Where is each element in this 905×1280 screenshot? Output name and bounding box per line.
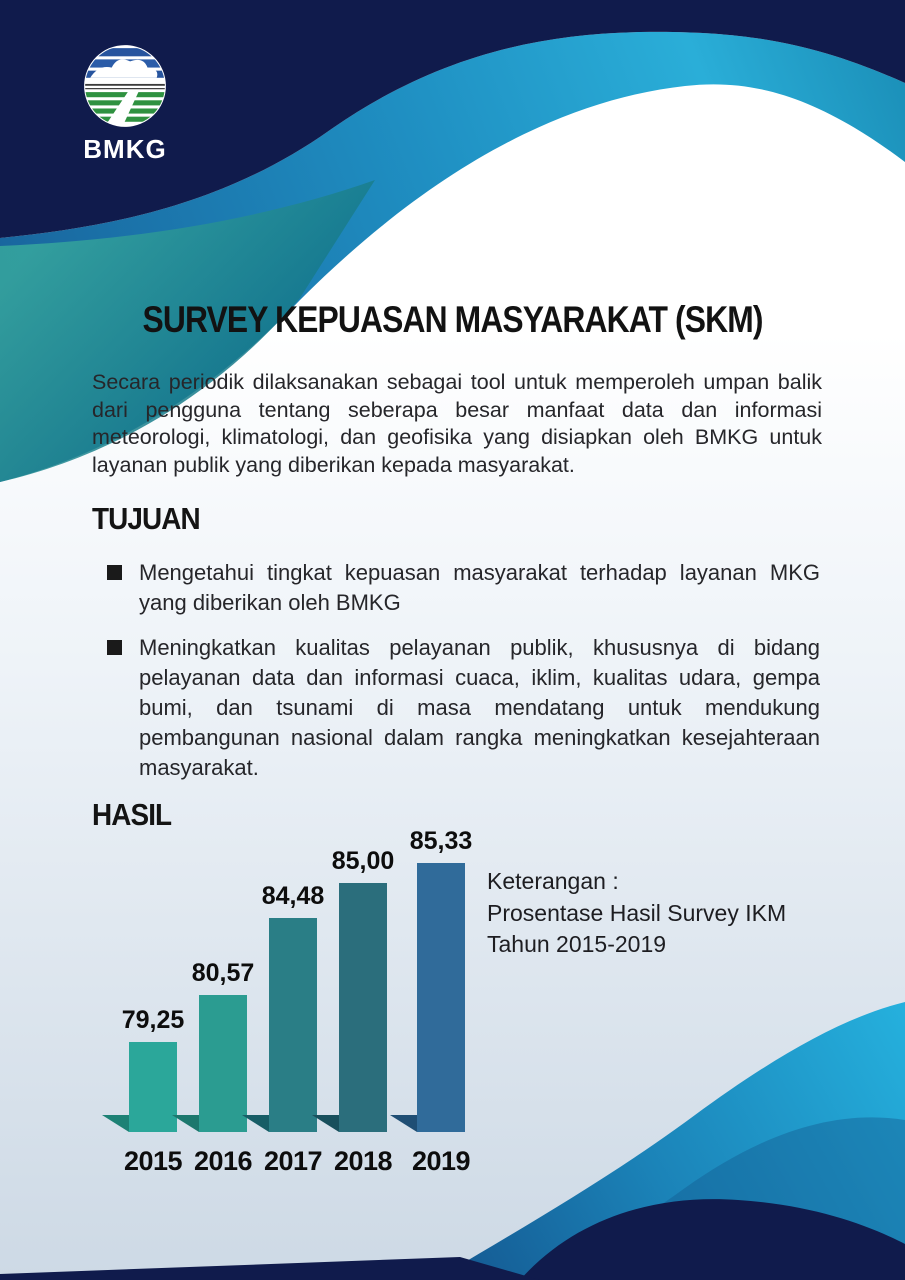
page-title	[0, 299, 905, 341]
bar-year-label-2016: 2016	[193, 1146, 253, 1176]
tujuan-heading	[92, 501, 212, 537]
tujuan-item-1	[107, 558, 820, 618]
chart-legend	[487, 866, 786, 961]
hasil-heading	[92, 797, 180, 833]
chart-legend-line-3: Tahun 2015-2019	[487, 931, 667, 957]
bar-year-label-2019: 2019	[411, 1146, 471, 1176]
chart-legend-line-2: Prosentase Hasil Survey IKM	[487, 899, 787, 926]
bar-value-label-2019: 85,33	[409, 827, 473, 855]
chart-legend-line-1: Keterangan :	[487, 868, 619, 894]
tujuan-item-2-text: Meningkatkan kualitas pelayanan publik, khususnya di bidang pelayanan data dan informasi cuaca, iklim, kualitas udara, gempa bumi, dan tsunami di masa mendatang untuk mendukung pembangunan nasional dalam rangka meningkatkan kesejahteraan masyarakat.	[139, 635, 820, 780]
footer-navy-strip	[0, 1257, 540, 1280]
page-title-text: SURVEY KEPUASAN MASYARAKAT (SKM)	[142, 299, 763, 340]
tujuan-item-1-text: Mengetahui tingkat kepuasan masyarakat terhadap layanan MKG yang diberikan oleh BMKG	[139, 560, 820, 615]
bmkg-logo-text: BMKG	[83, 134, 167, 164]
bar-year-label-2017: 2017	[263, 1146, 323, 1176]
hasil-heading-text: HASIL	[92, 797, 172, 832]
bar-value-label-2017: 84,48	[261, 882, 325, 910]
bullet-square-icon	[107, 640, 122, 655]
footer-wave-decoration	[0, 960, 905, 1280]
bmkg-logo	[70, 42, 180, 165]
bar-value-label-2015: 79,25	[121, 1006, 185, 1034]
bar-year-label-2015: 2015	[123, 1146, 183, 1176]
bullet-square-icon	[107, 565, 122, 580]
bar-year-label-2018: 2018	[333, 1146, 393, 1176]
bmkg-logo-icon	[70, 42, 180, 132]
tujuan-item-2	[107, 633, 820, 783]
bar-value-label-2016: 80,57	[191, 959, 255, 987]
tujuan-heading-text: TUJUAN	[92, 501, 200, 536]
bar-value-label-2018: 85,00	[331, 847, 395, 875]
intro-paragraph: Secara periodik dilaksanakan sebagai tool untuk memperoleh umpan balik dari pengguna tentang seberapa besar manfaat data dan informasi meteorologi, klimatologi, dan geofisika yang disiapkan oleh BMKG untuk layanan publik yang diberikan kepada masyarakat.	[92, 370, 822, 477]
